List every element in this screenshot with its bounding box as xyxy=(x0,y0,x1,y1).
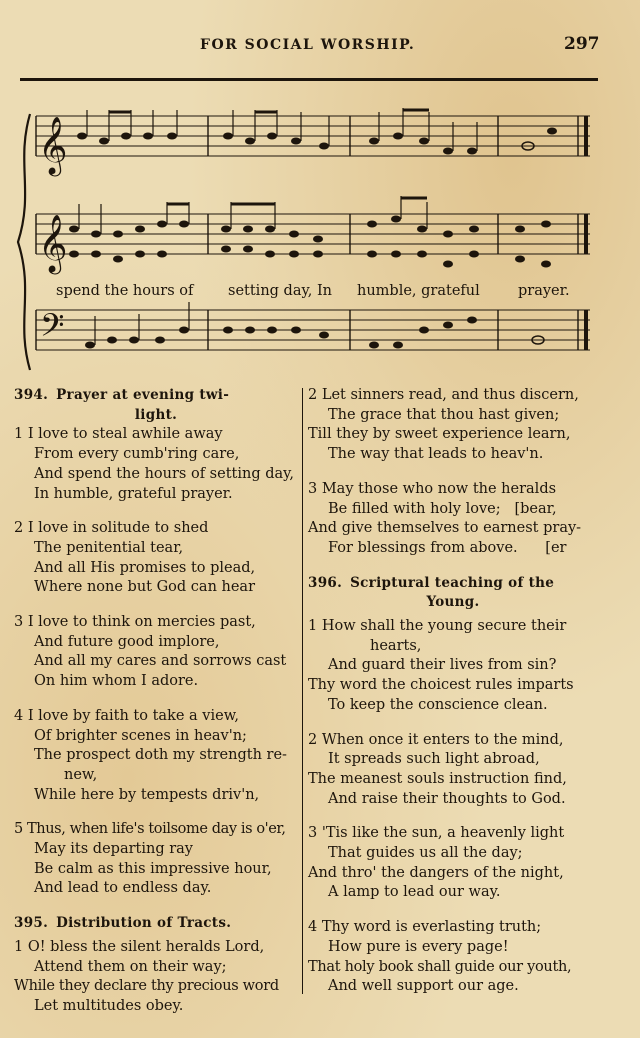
verse-line: How pure is every page! xyxy=(328,938,509,955)
verse-line: 3 I love to think on mercies past, xyxy=(14,614,256,631)
lyric-fragment: setting day, In xyxy=(228,283,333,299)
verse-line: 4 Thy word is everlasting truth; xyxy=(308,919,542,936)
verse-line: And all my cares and sorrows cast xyxy=(34,653,287,670)
verse-line: 3 May those who now the heralds xyxy=(308,480,557,497)
verse-line: 1 How shall the young secure their xyxy=(308,618,567,635)
music-score xyxy=(12,102,612,372)
left-column xyxy=(14,386,298,1032)
verse-line: And give themselves to earnest pray- xyxy=(308,520,582,537)
svg-text:𝄞: 𝄞 xyxy=(38,116,68,174)
verse-line: Let multitudes obey. xyxy=(34,997,184,1014)
hymn-number: 396. xyxy=(308,574,343,591)
hymn-title xyxy=(14,914,298,934)
verse-line: A lamp to lead our way. xyxy=(328,884,501,901)
header-rule xyxy=(20,78,598,81)
hymn-title-text: Young. xyxy=(426,594,480,611)
stanza xyxy=(14,707,298,806)
verse-line: 2 I love in solitude to shed xyxy=(14,520,209,537)
right-column xyxy=(308,386,598,1012)
hymn-number: 394. xyxy=(14,387,49,403)
hymn-title-text: Prayer at evening twi- xyxy=(56,387,230,403)
verse-line: Of brighter scenes in heav'n; xyxy=(34,727,247,744)
verse-line: It spreads such light abroad, xyxy=(328,751,540,768)
stanza xyxy=(308,824,598,903)
verse-line: On him whom I adore. xyxy=(34,673,199,690)
verse-line: And well support our age. xyxy=(328,978,519,995)
column-divider xyxy=(302,388,303,994)
stanza xyxy=(308,617,598,716)
verse-line: new, xyxy=(64,766,98,783)
verse-line: In humble, grateful prayer. xyxy=(34,485,233,502)
lyric-fragment: prayer. xyxy=(518,283,570,299)
verse-line: Be filled with holy love; [bear, xyxy=(328,500,557,517)
verse-line: The penitential tear, xyxy=(34,539,184,556)
page-number: 297 xyxy=(564,34,600,54)
verse-line: 2 Let sinners read, and thus discern, xyxy=(308,387,579,403)
verse-line: Till they by sweet experience learn, xyxy=(308,426,571,443)
verse-line: The meanest souls instruction find, xyxy=(308,770,567,787)
page-header xyxy=(0,34,640,58)
stanza xyxy=(308,386,598,465)
stanza xyxy=(14,938,298,1017)
lyric-fragment: humble, grateful xyxy=(357,283,480,299)
verse-line: Where none but God can hear xyxy=(34,579,256,596)
svg-text:𝄢: 𝄢 xyxy=(40,307,65,351)
verse-line: May its departing ray xyxy=(34,841,193,858)
verse-line: Be calm as this impressive hour, xyxy=(34,860,272,877)
hymn-number: 395. xyxy=(14,915,49,932)
verse-line: And future good implore, xyxy=(34,633,220,650)
verse-line: From every cumb'ring care, xyxy=(34,446,240,463)
verse-line: The prospect doth my strength re- xyxy=(34,747,287,764)
stanza xyxy=(14,820,298,899)
stanza xyxy=(14,519,298,598)
verse-line: For blessings from above. [er xyxy=(328,539,567,556)
verse-line: While here by tempests driv'n, xyxy=(34,786,260,803)
verse-line: 3 'Tis like the sun, a heavenly light xyxy=(308,825,565,842)
verse-line: That guides us all the day; xyxy=(328,845,523,862)
verse-line: 2 When once it enters to the mind, xyxy=(308,731,564,748)
stanza xyxy=(308,480,598,559)
verse-line: Attend them on their way; xyxy=(34,958,227,975)
stanza xyxy=(14,613,298,692)
verse-line: And guard their lives from sin? xyxy=(328,657,557,674)
stanza xyxy=(14,425,298,504)
verse-line: 1 O! bless the silent heralds Lord, xyxy=(14,938,265,955)
verse-line: 5 Thus, when life's toilsome day is o'er, xyxy=(14,821,286,838)
verse-line: The grace that thou hast given; xyxy=(328,406,560,423)
verse-line: That holy book shall guide our youth, xyxy=(308,958,572,975)
verse-line: 1 I love to steal awhile away xyxy=(14,426,223,443)
verse-line: And all His promises to plead, xyxy=(34,559,256,576)
verse-line: And raise their thoughts to God. xyxy=(328,790,566,807)
verse-line: 4 I love by faith to take a view, xyxy=(14,707,240,724)
hymn-title-text: light. xyxy=(134,406,178,423)
running-head: FOR SOCIAL WORSHIP. xyxy=(200,37,416,53)
hymn-title xyxy=(14,386,298,425)
verse-line: While they declare thy precious word xyxy=(14,978,279,995)
lyric-fragment: spend the hours of xyxy=(56,283,194,299)
hymn-title xyxy=(308,574,598,613)
stanza xyxy=(308,918,598,997)
verse-line: To keep the conscience clean. xyxy=(328,696,548,713)
verse-line: Thy word the choicest rules imparts xyxy=(308,677,574,694)
svg-text:𝄞: 𝄞 xyxy=(38,214,68,272)
verse-line: hearts, xyxy=(370,637,422,654)
verse-line: And thro' the dangers of the night, xyxy=(308,864,564,881)
hymn-title-text: Distribution of Tracts. xyxy=(56,915,232,932)
stanza xyxy=(308,731,598,810)
verse-line: And spend the hours of setting day, xyxy=(34,465,295,482)
verse-line: And lead to endless day. xyxy=(34,880,212,897)
verse-line: The way that leads to heav'n. xyxy=(328,446,544,463)
hymn-title-text: Scriptural teaching of the xyxy=(350,574,555,591)
